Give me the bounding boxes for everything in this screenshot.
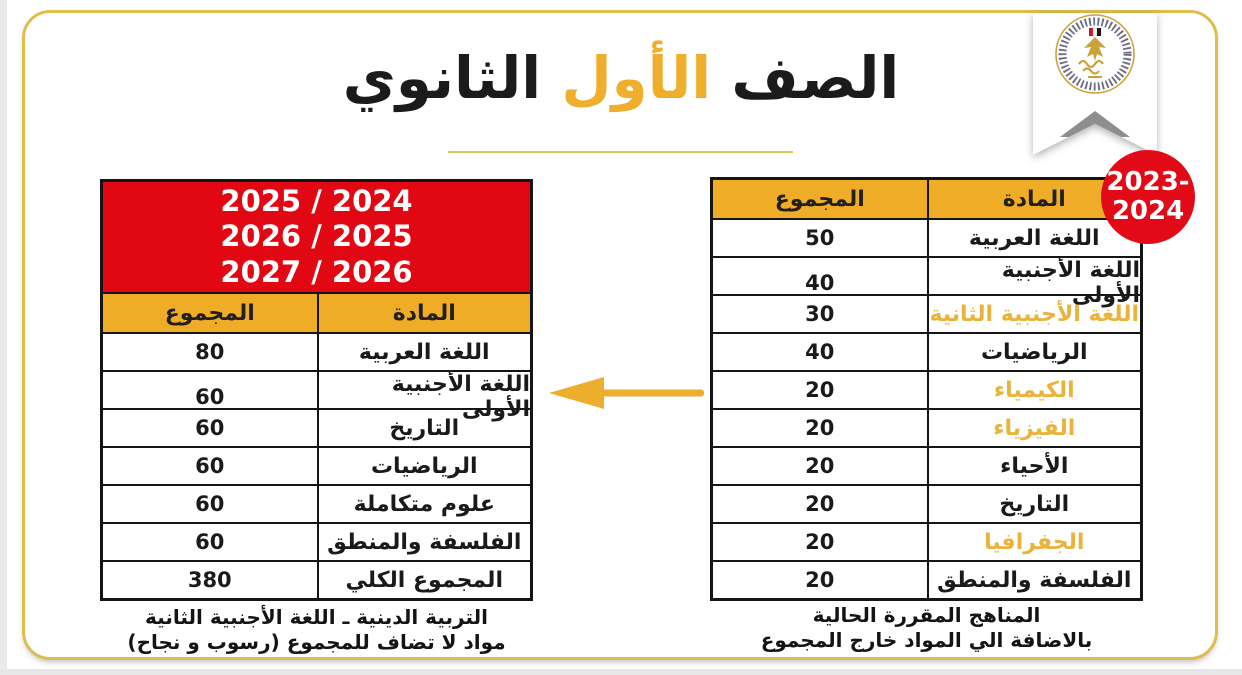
total-cell: 20	[805, 378, 835, 402]
table-header-row	[103, 294, 530, 332]
table-row	[103, 484, 530, 522]
table-row	[103, 370, 530, 422]
subject-cell: المجموع الكلي	[317, 562, 531, 598]
subject-cell: الكيمياء	[927, 372, 1141, 408]
ribbon-notch-shadow	[1060, 111, 1130, 137]
caption-line: المناهج المقررة الحالية	[812, 603, 1041, 627]
table-row	[103, 560, 530, 598]
year-badge	[1101, 150, 1195, 244]
total-cell: 20	[805, 530, 835, 554]
title-word-3: الثانوي	[342, 44, 542, 112]
table-row	[713, 560, 1140, 598]
total-cell: 60	[195, 492, 225, 516]
title-word-highlight: الأول	[561, 44, 712, 112]
table-row	[713, 294, 1140, 332]
table-header-row	[713, 180, 1140, 218]
subject-cell: اللغة العربية	[317, 334, 531, 370]
total-cell: 40	[805, 271, 835, 295]
subject-cell: الرياضيات	[317, 448, 531, 484]
table-row	[713, 256, 1140, 308]
current-curriculum-table	[710, 177, 1143, 601]
ministry-seal-icon	[1054, 13, 1136, 95]
subject-cell: الجفرافيا	[927, 524, 1141, 560]
total-cell: 60	[195, 416, 225, 440]
subject-cell: الأحياء	[927, 448, 1141, 484]
subject-cell: علوم متكاملة	[317, 486, 531, 522]
title-word-1: الصف	[731, 44, 900, 112]
new-curriculum-table	[100, 179, 533, 601]
subject-cell: اللغة العربية	[927, 220, 1141, 256]
total-cell: 20	[805, 416, 835, 440]
total-cell: 380	[187, 568, 232, 592]
total-cell: 20	[805, 568, 835, 592]
year-badge-line1: 2023-	[1106, 167, 1190, 198]
subject-header-cell: المادة	[927, 180, 1141, 218]
ribbon-banner	[1033, 13, 1157, 155]
table-row	[103, 446, 530, 484]
table-row	[713, 408, 1140, 446]
subject-cell: الفلسفة والمنطق	[927, 562, 1141, 598]
years-line: 2026 / 2025	[220, 219, 413, 254]
table-row	[713, 522, 1140, 560]
total-cell: 20	[805, 492, 835, 516]
left-arrow-icon	[546, 374, 706, 412]
page-edge-bottom	[0, 669, 1242, 675]
total-cell: 60	[195, 530, 225, 554]
subject-cell: التاريخ	[317, 410, 531, 446]
caption-line: مواد لا تضاف للمجموع (رسوب و نجاح)	[127, 630, 506, 654]
years-line: 2025 / 2024	[220, 183, 413, 218]
table-row	[713, 370, 1140, 408]
total-header-cell: المجموع	[164, 300, 255, 326]
total-cell: 80	[195, 340, 225, 364]
subject-cell: اللغة الأجنبية الأولى	[927, 258, 1141, 308]
subject-header-cell: المادة	[317, 294, 531, 332]
total-cell: 60	[195, 454, 225, 478]
subject-cell: الفيزياء	[927, 410, 1141, 446]
years-line: 2027 / 2026	[220, 254, 413, 289]
table-row	[713, 446, 1140, 484]
subject-cell: الرياضيات	[927, 334, 1141, 370]
title-underline	[448, 151, 793, 153]
year-badge-line2: 2024	[1111, 196, 1185, 226]
current-table-caption	[710, 603, 1143, 653]
total-cell: 50	[805, 226, 835, 250]
total-cell: 20	[805, 454, 835, 478]
total-cell: 40	[805, 340, 835, 364]
caption-line: التربية الدينية ـ اللغة الأجنبية الثانية	[145, 605, 488, 629]
table-row	[713, 332, 1140, 370]
caption-line: بالاضافة الي المواد خارج المجموع	[760, 628, 1093, 652]
subject-cell: اللغة الأجنبية الأولى	[317, 372, 531, 422]
table-row	[103, 522, 530, 560]
total-cell: 30	[805, 302, 835, 326]
total-cell: 60	[195, 385, 225, 409]
table-row	[713, 218, 1140, 256]
new-table-caption	[100, 605, 533, 655]
subject-cell: التاريخ	[927, 486, 1141, 522]
ministry-ribbon	[1033, 0, 1157, 142]
years-header	[103, 182, 530, 294]
table-row	[713, 484, 1140, 522]
subject-cell: اللغة الأجنبية الثانية	[927, 296, 1141, 332]
subject-cell: الفلسفة والمنطق	[317, 524, 531, 560]
table-row	[103, 332, 530, 370]
total-header-cell: المجموع	[774, 186, 865, 212]
table-row	[103, 408, 530, 446]
